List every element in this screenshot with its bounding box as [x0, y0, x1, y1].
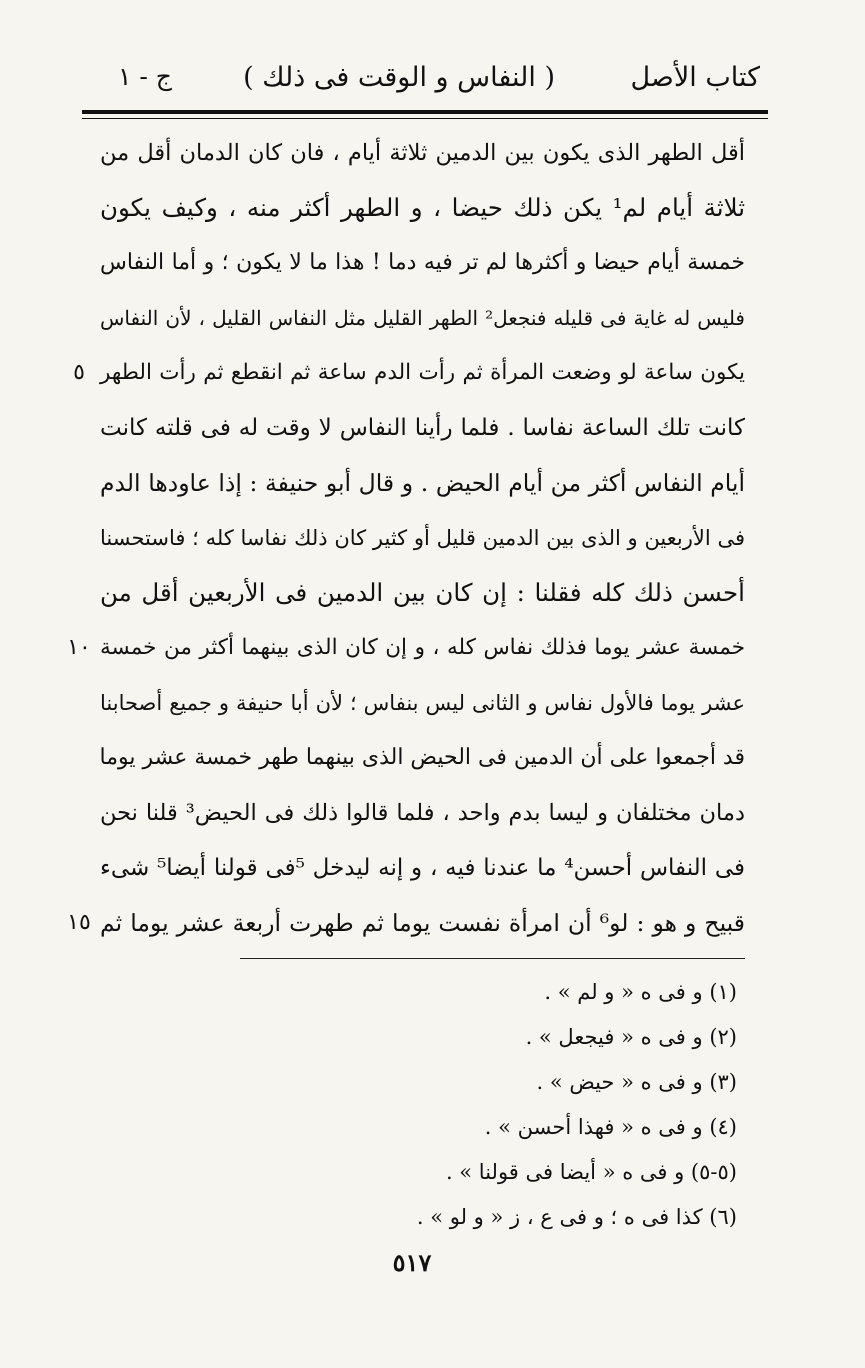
footnote: (١) و فى ه « و لم » .	[544, 980, 737, 1004]
volume-label: ج - ١	[118, 62, 172, 91]
footnote-rule	[240, 958, 745, 959]
footnote: (٣) و فى ه « حيض » .	[536, 1070, 737, 1094]
text-line: خمسة أيام حيضا و أكثرها لم تر فيه دما ! هذا ما لا يكون ؛ و أما النفاس	[100, 250, 745, 275]
book-title: كتاب الأصل	[630, 62, 760, 93]
line-number: ١٠	[67, 635, 91, 660]
text-line: فليس له غاية فى قليله فنجعل² الطهر القليل مثل النفاس القليل ، لأن النفاس	[100, 306, 745, 330]
text-line: فى الأربعين و الذى بين الدمين قليل أو كثير كان ذلك نفاسا كله ؛ فاستحسنا	[100, 526, 745, 550]
text-line: قد أجمعوا على أن الدمين فى الحيض الذى بينهما طهر خمسة عشر يوما	[99, 745, 745, 770]
text-line: يكون ساعة لو وضعت المرأة ثم رأت الدم ساعة ثم انقطع ثم رأت الطهر	[100, 360, 745, 385]
footnote: (٦) كذا فى ه ؛ و فى ع ، ز « و لو » .	[416, 1205, 737, 1229]
text-line: فى النفاس أحسن⁴ ما عندنا فيه ، و إنه ليدخل ⁵فى قولنا أيضا⁵ شىء	[100, 855, 745, 881]
text-line: كانت تلك الساعة نفاسا . فلما رأينا النفاس لا وقت له فى قلته كانت	[100, 415, 745, 441]
text-line: قبيح و هو : لو⁶ أن امرأة نفست يوما ثم طهرت أربعة عشر يوما ثم	[100, 909, 745, 937]
text-line: دمان مختلفان و ليسا بدم واحد ، فلما قالوا ذلك فى الحيض³ قلنا نحن	[100, 800, 745, 826]
text-line: أقل الطهر الذى يكون بين الدمين ثلاثة أيام ، فان كان الدمان أقل من	[100, 140, 745, 166]
header-rule-thin	[82, 118, 768, 119]
footnote: (٥-٥) و فى ه « أيضا فى قولنا » .	[445, 1160, 737, 1184]
line-number: ١٥	[67, 910, 91, 935]
text-line: خمسة عشر يوما فذلك نفاس كله ، و إن كان الذى بينهما أكثر من خمسة	[100, 635, 745, 660]
text-line: ثلاثة أيام لم¹ يكن ذلك حيضا ، و الطهر أكثر منه ، وكيف يكون	[100, 193, 746, 222]
chapter-title: ( النفاس و الوقت فى ذلك )	[243, 62, 555, 93]
header-rule	[82, 110, 768, 114]
footnote: (٤) و فى ه « فهذا أحسن » .	[484, 1115, 737, 1139]
text-line: أحسن ذلك كله فقلنا : إن كان بين الدمين فى الأربعين أقل من	[100, 578, 745, 607]
footnote: (٢) و فى ه « فيجعل » .	[525, 1025, 737, 1049]
text-line: عشر يوما فالأول نفاس و الثانى ليس بنفاس ؛ لأن أبا حنيفة و جميع أصحابنا	[100, 691, 745, 715]
running-header	[110, 62, 760, 108]
line-number: ٥	[73, 360, 85, 385]
text-line: أيام النفاس أكثر من أيام الحيض . و قال أبو حنيفة : إذا عاودها الدم	[100, 469, 745, 497]
page-number: ٥١٧	[392, 1248, 432, 1277]
